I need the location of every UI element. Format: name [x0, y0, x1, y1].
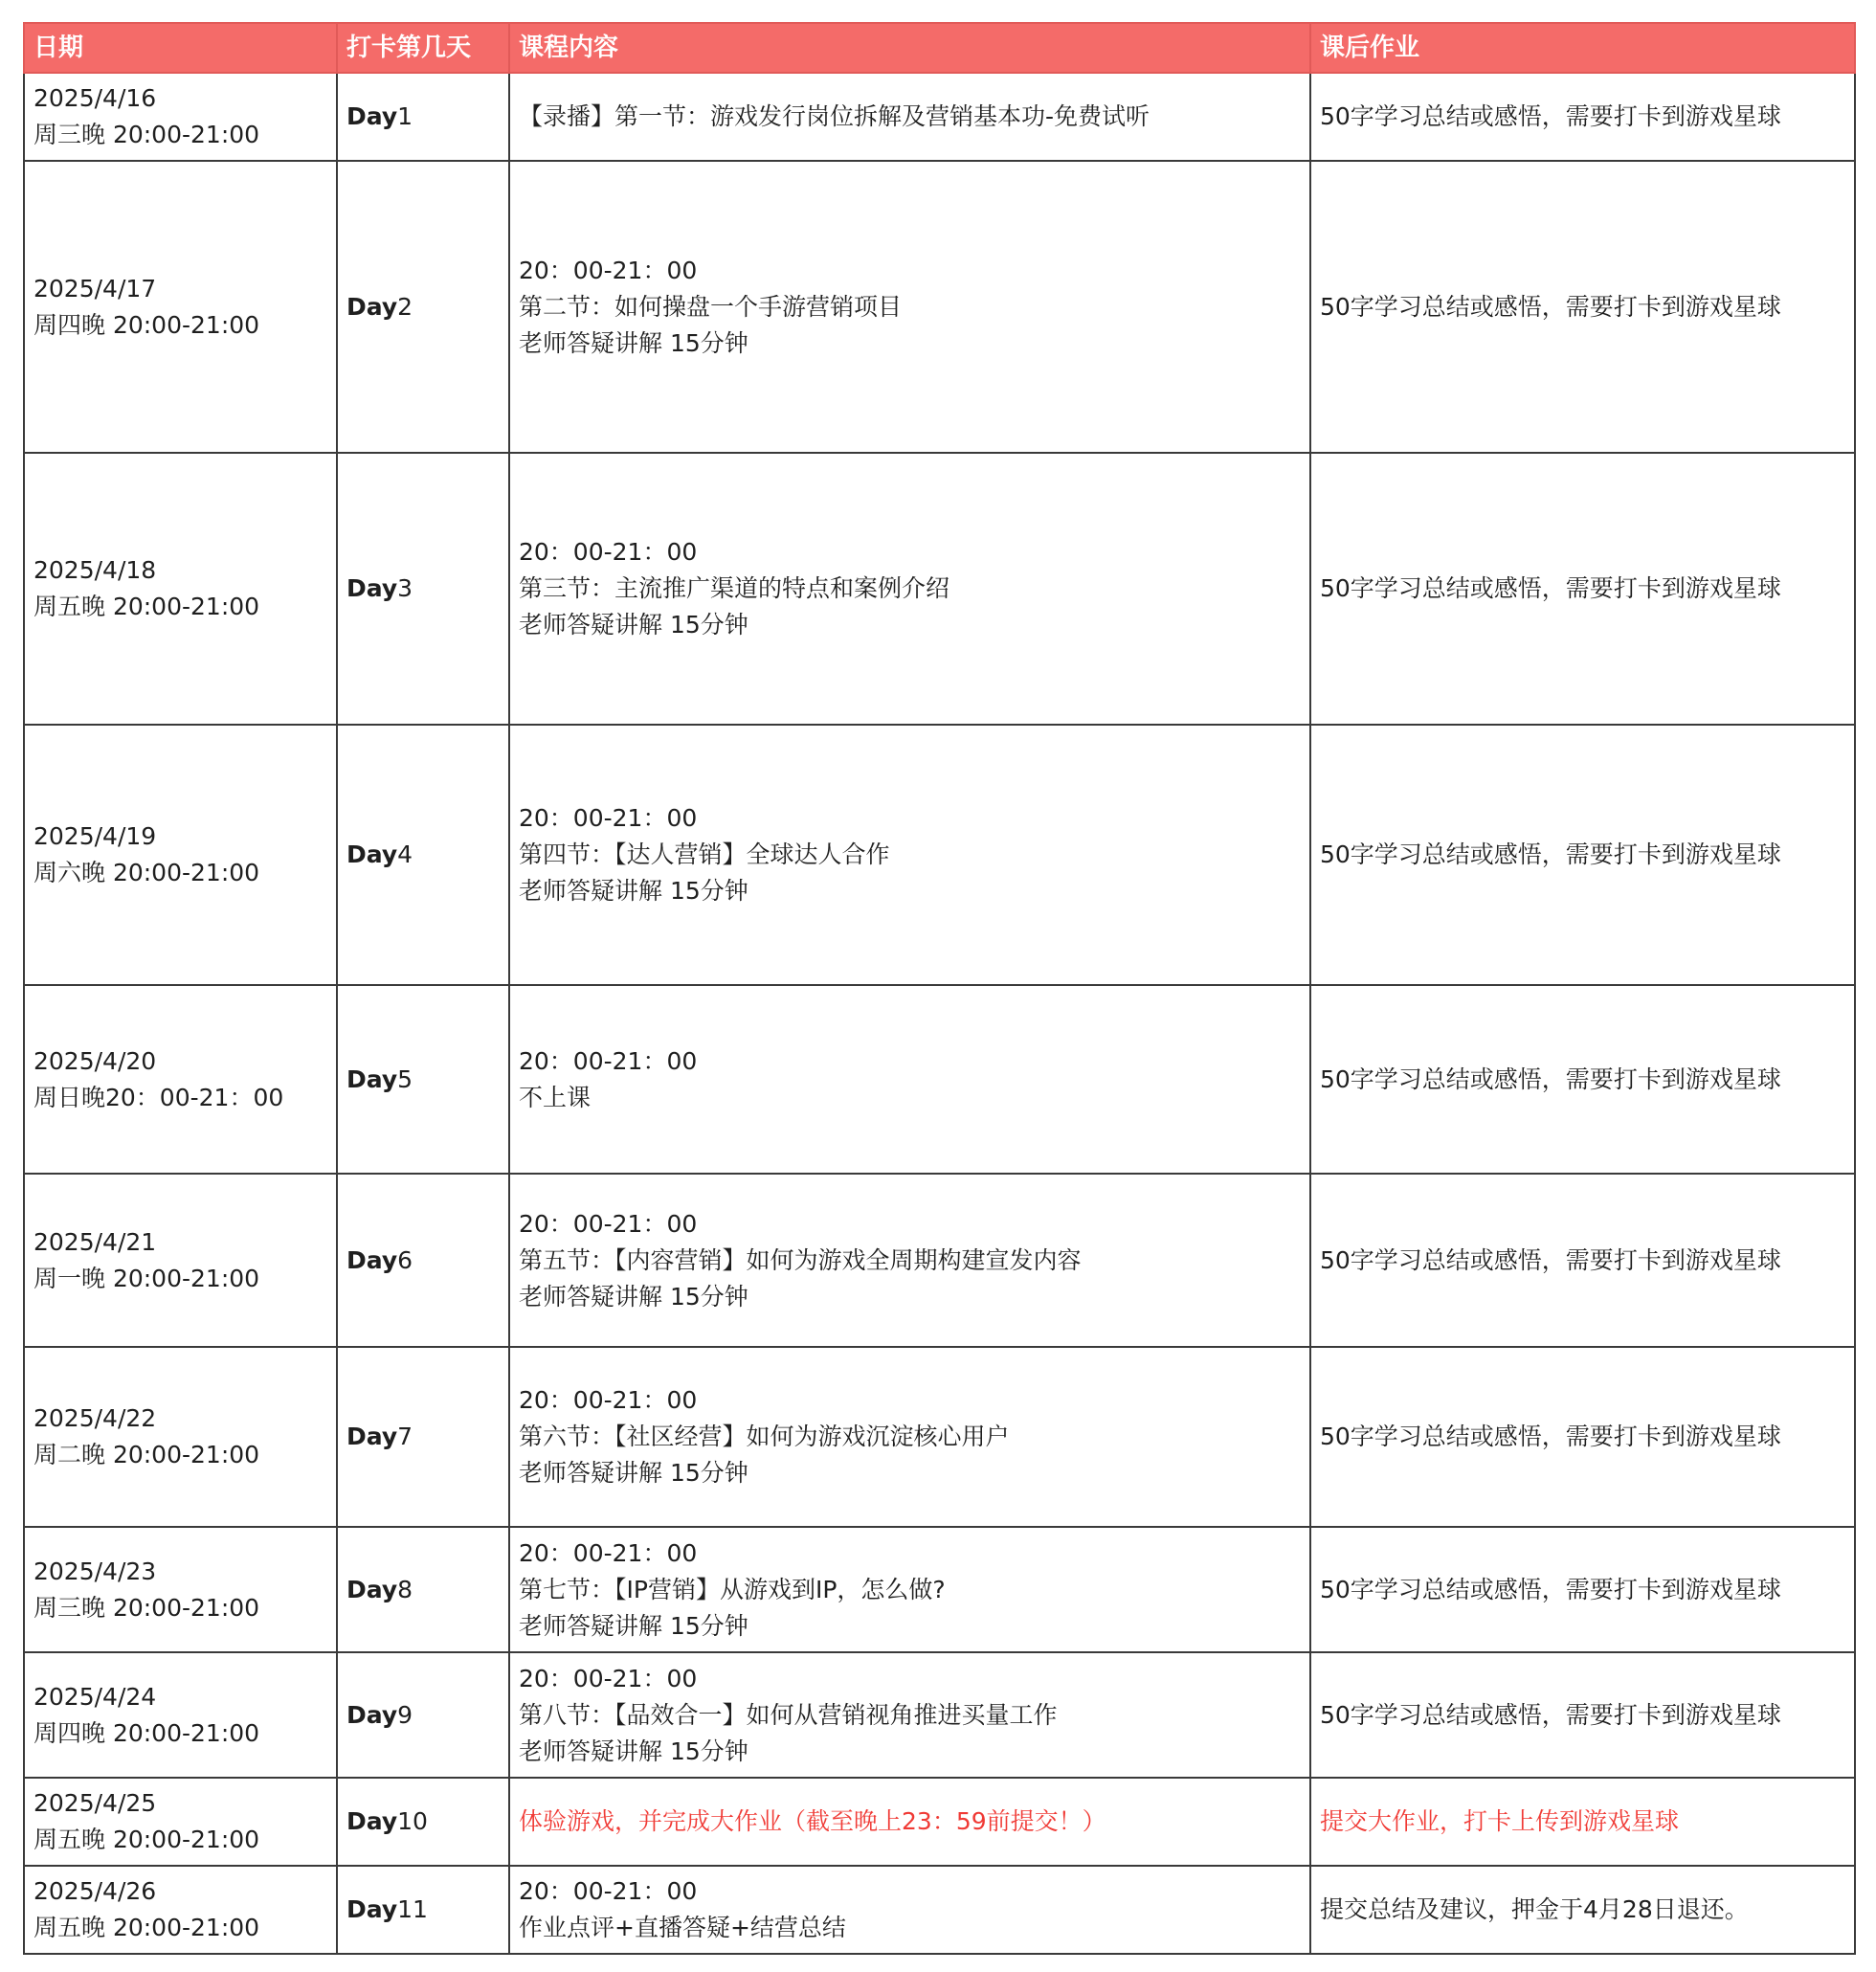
- time-text: 周一晚 20:00-21:00: [34, 1264, 260, 1292]
- time-text: 周五晚 20:00-21:00: [34, 1826, 260, 1853]
- day-label: Day: [346, 840, 398, 868]
- content-cell: [509, 1866, 1310, 1954]
- content-line: 第六节：【社区经营】如何为游戏沉淀核心用户: [519, 1423, 1010, 1450]
- content-line: 第四节：【达人营销】全球达人合作: [519, 840, 890, 868]
- content-cell: [509, 985, 1310, 1174]
- content-line: 20：00-21：00: [519, 1046, 698, 1075]
- homework-cell: 50字学习总结或感悟，需要打卡到游戏星球: [1310, 1174, 1855, 1347]
- content-line: 老师答疑讲解 15分钟: [519, 1459, 748, 1487]
- day-cell: [337, 985, 509, 1174]
- content-cell: [509, 1527, 1310, 1652]
- day-cell: [337, 1866, 509, 1954]
- content-cell: [509, 1174, 1310, 1347]
- day-label: Day: [346, 1245, 398, 1274]
- content-line: 第三节：主流推广渠道的特点和案例介绍: [519, 574, 950, 602]
- day-number: 2: [397, 292, 413, 321]
- date-cell: [24, 1174, 337, 1347]
- time-text: 周日晚20：00-21：00: [34, 1083, 284, 1111]
- content-line: 20：00-21：00: [519, 804, 698, 832]
- content-line: 老师答疑讲解 15分钟: [519, 877, 748, 905]
- header-content: 课程内容: [509, 23, 1310, 73]
- content-line: 第二节：如何操盘一个手游营销项目: [519, 292, 903, 321]
- homework-cell: 50字学习总结或感悟，需要打卡到游戏星球: [1310, 453, 1855, 725]
- homework-cell: 提交大作业，打卡上传到游戏星球: [1310, 1778, 1855, 1866]
- content-line: 20：00-21：00: [519, 1209, 698, 1238]
- content-line: 老师答疑讲解 15分钟: [519, 1282, 748, 1311]
- day-number: 4: [397, 840, 413, 868]
- content-cell: [509, 453, 1310, 725]
- day-number: 7: [397, 1423, 413, 1450]
- content-line: 不上课: [519, 1083, 592, 1111]
- date-cell: [24, 1652, 337, 1778]
- day-cell: [337, 1347, 509, 1527]
- homework-cell: 50字学习总结或感悟，需要打卡到游戏星球: [1310, 725, 1855, 985]
- content-line: 老师答疑讲解 15分钟: [519, 328, 748, 357]
- content-line: 第五节：【内容营销】如何为游戏全周期构建宣发内容: [519, 1245, 1082, 1274]
- day-label: Day: [346, 1807, 398, 1835]
- day-label: Day: [346, 1895, 398, 1923]
- homework-cell: 50字学习总结或感悟，需要打卡到游戏星球: [1310, 161, 1855, 453]
- day-label: Day: [346, 102, 398, 130]
- content-cell: [509, 1347, 1310, 1527]
- day-number: 5: [397, 1064, 413, 1093]
- day-cell: [337, 1778, 509, 1866]
- time-text: 周五晚 20:00-21:00: [34, 1914, 260, 1941]
- date-cell: [24, 73, 337, 161]
- content-line: 老师答疑讲解 15分钟: [519, 1611, 748, 1640]
- time-text: 周三晚 20:00-21:00: [34, 1593, 260, 1622]
- table-row: [24, 1778, 1855, 1866]
- day-number: 3: [397, 574, 413, 602]
- day-label: Day: [346, 1575, 398, 1603]
- day-number: 8: [397, 1575, 413, 1603]
- table-row: [24, 1174, 1855, 1347]
- table-row: [24, 985, 1855, 1174]
- day-number: 10: [397, 1807, 428, 1835]
- time-text: 周四晚 20:00-21:00: [34, 310, 260, 339]
- date-cell: [24, 1778, 337, 1866]
- day-number: 1: [397, 102, 413, 130]
- table-row: [24, 1866, 1855, 1954]
- content-line: 作业点评+直播答疑+结营总结: [519, 1914, 846, 1941]
- homework-cell: 50字学习总结或感悟，需要打卡到游戏星球: [1310, 1347, 1855, 1527]
- content-line: 老师答疑讲解 15分钟: [519, 611, 748, 639]
- day-number: 6: [397, 1245, 413, 1274]
- content-line: 20：00-21：00: [519, 256, 698, 284]
- time-text: 周二晚 20:00-21:00: [34, 1441, 260, 1468]
- table-row: [24, 1347, 1855, 1527]
- date-text: 2025/4/18: [34, 556, 157, 584]
- schedule-table: [23, 22, 1856, 1955]
- content-line: 20：00-21：00: [519, 1664, 698, 1692]
- content-line: 20：00-21：00: [519, 1386, 698, 1414]
- content-line: 20：00-21：00: [519, 1877, 698, 1905]
- time-text: 周四晚 20:00-21:00: [34, 1718, 260, 1747]
- date-text: 2025/4/25: [34, 1789, 157, 1817]
- day-cell: [337, 725, 509, 985]
- time-text: 周三晚 20:00-21:00: [34, 121, 260, 148]
- homework-cell: 50字学习总结或感悟，需要打卡到游戏星球: [1310, 1527, 1855, 1652]
- content-line: 体验游戏，并完成大作业（截至晚上23：59前提交！）: [519, 1807, 1106, 1835]
- homework-cell: 50字学习总结或感悟，需要打卡到游戏星球: [1310, 1652, 1855, 1778]
- content-cell: [509, 725, 1310, 985]
- content-line: 【录播】第一节：游戏发行岗位拆解及营销基本功-免费试听: [519, 102, 1150, 130]
- day-cell: [337, 1174, 509, 1347]
- content-cell: [509, 73, 1310, 161]
- content-cell: [509, 1778, 1310, 1866]
- header-row: [24, 23, 1855, 73]
- table-row: [24, 1652, 1855, 1778]
- date-cell: [24, 1527, 337, 1652]
- content-line: 20：00-21：00: [519, 1538, 698, 1567]
- date-cell: [24, 985, 337, 1174]
- date-text: 2025/4/17: [34, 274, 157, 303]
- table-row: [24, 453, 1855, 725]
- date-text: 2025/4/24: [34, 1682, 157, 1711]
- date-cell: [24, 453, 337, 725]
- day-cell: [337, 73, 509, 161]
- header-date: 日期: [24, 23, 337, 73]
- date-text: 2025/4/16: [34, 84, 157, 112]
- table-row: [24, 73, 1855, 161]
- date-text: 2025/4/23: [34, 1557, 157, 1585]
- day-cell: [337, 1527, 509, 1652]
- date-text: 2025/4/22: [34, 1404, 157, 1432]
- date-cell: [24, 161, 337, 453]
- day-label: Day: [346, 1423, 398, 1450]
- day-cell: [337, 1652, 509, 1778]
- day-label: Day: [346, 574, 398, 602]
- time-text: 周五晚 20:00-21:00: [34, 593, 260, 620]
- content-line: 第八节：【品效合一】如何从营销视角推进买量工作: [519, 1700, 1058, 1729]
- content-cell: [509, 161, 1310, 453]
- date-cell: [24, 1347, 337, 1527]
- homework-cell: 提交总结及建议，押金于4月28日退还。: [1310, 1866, 1855, 1954]
- table-row: [24, 161, 1855, 453]
- date-cell: [24, 1866, 337, 1954]
- day-cell: [337, 161, 509, 453]
- day-label: Day: [346, 1700, 398, 1729]
- date-text: 2025/4/20: [34, 1046, 157, 1075]
- date-text: 2025/4/19: [34, 822, 157, 850]
- table-row: [24, 725, 1855, 985]
- header-day: 打卡第几天: [337, 23, 509, 73]
- day-number: 9: [397, 1700, 413, 1729]
- homework-cell: 50字学习总结或感悟，需要打卡到游戏星球: [1310, 73, 1855, 161]
- content-line: 老师答疑讲解 15分钟: [519, 1737, 748, 1765]
- table-row: [24, 1527, 1855, 1652]
- content-line: 20：00-21：00: [519, 538, 698, 566]
- day-label: Day: [346, 1064, 398, 1093]
- day-label: Day: [346, 292, 398, 321]
- header-homework: 课后作业: [1310, 23, 1855, 73]
- date-text: 2025/4/26: [34, 1877, 157, 1905]
- content-line: 第七节：【IP营销】从游戏到IP，怎么做?: [519, 1575, 946, 1603]
- date-text: 2025/4/21: [34, 1227, 157, 1256]
- homework-cell: 50字学习总结或感悟，需要打卡到游戏星球: [1310, 985, 1855, 1174]
- day-cell: [337, 453, 509, 725]
- day-number: 11: [397, 1895, 428, 1923]
- content-cell: [509, 1652, 1310, 1778]
- date-cell: [24, 725, 337, 985]
- time-text: 周六晚 20:00-21:00: [34, 859, 260, 886]
